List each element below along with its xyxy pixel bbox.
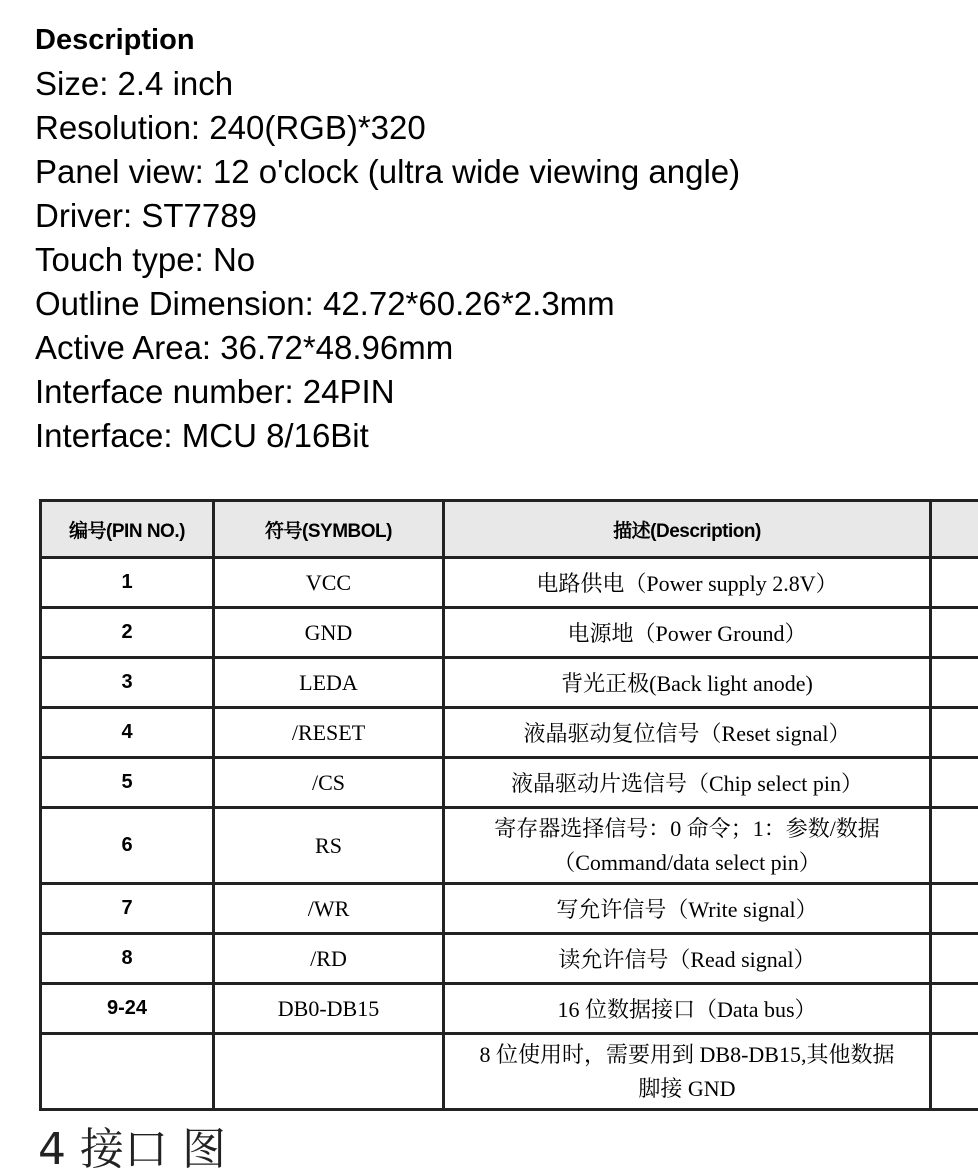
pin-cell: 1: [41, 558, 214, 608]
extra-cell: [931, 808, 978, 884]
symbol-cell: /RD: [214, 934, 444, 984]
spec-active-area: Active Area: 36.72*48.96mm: [35, 326, 740, 370]
table-row: [41, 758, 978, 808]
table-row: [41, 558, 978, 608]
spec-resolution: Resolution: 240(RGB)*320: [35, 106, 740, 150]
table-row: [41, 1034, 978, 1110]
extra-cell: [931, 1034, 978, 1110]
cropped-next-heading: 4 接口 图: [38, 1128, 226, 1172]
pin-cell: 3: [41, 658, 214, 708]
desc-cell: [444, 1034, 931, 1110]
pin-cell: 8: [41, 934, 214, 984]
desc-line-1: 寄存器选择信号：0 命令；1：参数/数据: [451, 812, 923, 846]
extra-cell: [931, 884, 978, 934]
table-row: [41, 708, 978, 758]
desc-cell: 液晶驱动复位信号（Reset signal）: [444, 708, 931, 758]
symbol-cell: VCC: [214, 558, 444, 608]
extra-cell: [931, 558, 978, 608]
spec-panel-view: Panel view: 12 o'clock (ultra wide viewing angle): [35, 150, 740, 194]
desc-cell: 液晶驱动片选信号（Chip select pin）: [444, 758, 931, 808]
symbol-cell: /RESET: [214, 708, 444, 758]
table-row: [41, 884, 978, 934]
header-extra: [931, 501, 978, 558]
table-row: [41, 984, 978, 1034]
header-description: 描述(Description): [444, 501, 931, 558]
desc-line-2: 脚接 GND: [451, 1072, 923, 1106]
desc-cell: 16 位数据接口（Data bus）: [444, 984, 931, 1034]
symbol-cell: RS: [214, 808, 444, 884]
header-symbol: 符号(SYMBOL): [214, 501, 444, 558]
description-heading: Description: [35, 18, 740, 62]
symbol-cell: /WR: [214, 884, 444, 934]
desc-cell: 电源地（Power Ground）: [444, 608, 931, 658]
desc-line-2: （Command/data select pin）: [451, 846, 923, 880]
description-section: [35, 18, 740, 458]
symbol-cell: [214, 1034, 444, 1110]
pin-cell: 5: [41, 758, 214, 808]
desc-cell: 写允许信号（Write signal）: [444, 884, 931, 934]
extra-cell: [931, 758, 978, 808]
extra-cell: [931, 658, 978, 708]
pin-cell: 4: [41, 708, 214, 758]
spec-interface: Interface: MCU 8/16Bit: [35, 414, 740, 458]
table-row: [41, 934, 978, 984]
symbol-cell: /CS: [214, 758, 444, 808]
table-header-row: [41, 501, 978, 558]
spec-size: Size: 2.4 inch: [35, 62, 740, 106]
pin-cell: [41, 1034, 214, 1110]
spec-outline-dimension: Outline Dimension: 42.72*60.26*2.3mm: [35, 282, 740, 326]
pin-cell: 2: [41, 608, 214, 658]
header-pin-no: 编号(PIN NO.): [41, 501, 214, 558]
pin-cell: 7: [41, 884, 214, 934]
pin-table: [39, 499, 978, 1111]
spec-interface-number: Interface number: 24PIN: [35, 370, 740, 414]
extra-cell: [931, 984, 978, 1034]
pin-cell: 6: [41, 808, 214, 884]
pin-cell: 9-24: [41, 984, 214, 1034]
symbol-cell: GND: [214, 608, 444, 658]
spec-touch-type: Touch type: No: [35, 238, 740, 282]
extra-cell: [931, 708, 978, 758]
table-row: [41, 808, 978, 884]
desc-cell: [444, 808, 931, 884]
desc-cell: 电路供电（Power supply 2.8V）: [444, 558, 931, 608]
spec-driver: Driver: ST7789: [35, 194, 740, 238]
pin-table-container: [39, 499, 978, 1111]
extra-cell: [931, 934, 978, 984]
table-row: [41, 658, 978, 708]
symbol-cell: LEDA: [214, 658, 444, 708]
desc-cell: 背光正极(Back light anode): [444, 658, 931, 708]
table-row: [41, 608, 978, 658]
extra-cell: [931, 608, 978, 658]
symbol-cell: DB0-DB15: [214, 984, 444, 1034]
desc-line-1: 8 位使用时，需要用到 DB8-DB15,其他数据: [451, 1038, 923, 1072]
desc-cell: 读允许信号（Read signal）: [444, 934, 931, 984]
